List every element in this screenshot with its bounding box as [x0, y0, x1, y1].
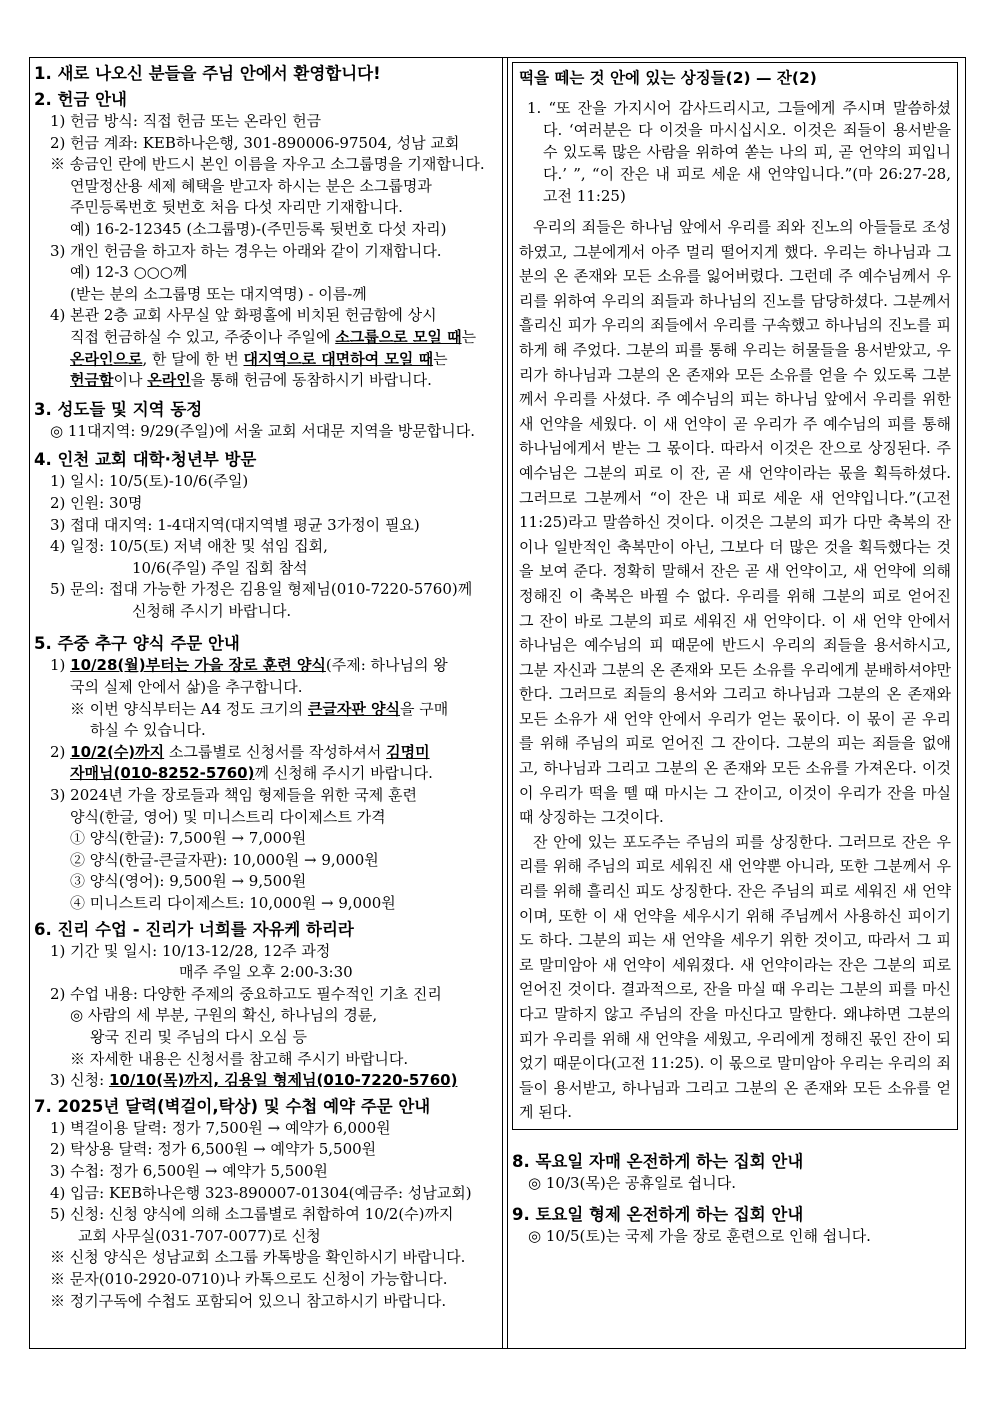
visit-contact-line: 신청해 주시기 바랍니다. — [132, 601, 292, 620]
pursuit-item-2-line: 자매님(010-8252-5760)께 신청해 주시기 바랍니다. — [70, 764, 433, 783]
offering-personal-format: (받는 분의 소그룹명 또는 대지역명) - 이름-께 — [70, 284, 367, 303]
offering-method: 1) 헌금 방식: 직접 헌금 또는 온라인 헌금 — [50, 112, 322, 130]
class-period: 1) 기간 및 일시: 10/13-12/28, 12주 과정 — [50, 941, 331, 960]
pursuit-note: ※ 이번 양식부터는 A4 정도 크기의 큰글자판 양식을 구매 — [70, 699, 449, 718]
pursuit-note-line: 하실 수 있습니다. — [90, 721, 206, 740]
order-note-2: ※ 문자(010-2920-0710)나 카톡으로도 신청이 가능합니다. — [50, 1269, 448, 1288]
offering-account: 2) 헌금 계좌: KEB하나은행, 301-890006-97504, 성남 교회 — [50, 133, 460, 152]
price-1: ① 양식(한글): 7,500원 → 7,000원 — [70, 829, 307, 848]
column-divider — [502, 57, 503, 1349]
body-paragraph: 잔 안에 있는 포도주는 주님의 피를 상징한다. 그러므로 잔은 우리를 위해 주님의 피로 세워진 새 언약뿐 아니라, 또한 그분께서 우리를 위해 흘리신 피도 상징한다. 잔은 주님의 피로 세워진 새 언약이며, 또한 이 새 언약을 세우시기 위해 주님께서 사용하신 피이기도 하다. 그분의 피는 새 언약을 세우기 위한 것이고, 따라서 그 피로 말미암아 새 언약이 세워졌다. 새 언약이라는 잔은 그분의 피로 얻어진 것이다. 결과적으로, 잔을 마실 때 우리는 그분의 피를 마신다고 말하지 않고 주님의 잔을 마신다고 말한다. 왜냐하면 그분의 피가 우리를 위해 새 언약을 세웠고, 우리에게 정해진 몫인 잔이 되었기 때문이다(고전 11:25). 이 몫으로 말미암아 우리는 우리의 죄들이 용서받고, 하나님과 그리고 그분의 온 존재와 모든 소유를 얻게 된다. — [519, 832, 951, 1122]
planner: 3) 수첩: 정가 6,500원 → 예약가 5,500원 — [50, 1161, 328, 1180]
price-2: ② 양식(한글-큰글자판): 10,000원 → 9,000원 — [70, 850, 379, 869]
pursuit-item-3: 3) 2024년 가을 장로들과 책임 형제들을 위한 국제 훈련 — [50, 786, 418, 805]
order-note-3: ※ 정기구독에 수첩도 포함되어 있으니 참고하시기 바랍니다. — [50, 1291, 447, 1310]
body-paragraph: 우리의 죄들은 하나님 앞에서 우리를 죄와 진노의 아들들로 조성하였고, 그분에게서 아주 멀리 떨어지게 했다. 우리는 하나님과 그분의 온 존재와 모든 소유를 잃어버렸다. 그런데 주 예수님께서 우리를 위하여 우리의 죄들과 하나님의 진노를 담당하셨다. 그분께서 흘리신 피가 우리의 죄들에서 우리를 구속했고 하나님의 진노를 피하게 해 주었다. 그분의 피를 통해 우리는 허물들을 용서받았고, 우리가 하나님과 그분의 온 존재와 모든 소유를 얻을 수 있도록 그분께서 우리를 사셨다. 주 예수님의 피는 하나님 앞에서 우리를 위한 새 언약을 세웠다. 이 새 언약이 곧 우리가 주 예수님의 피를 통해 하나님에게서 받는 그 몫이다. 따라서 이것은 잔으로 상징된다. 주 예수님은 그분의 피로 이 잔, 곧 새 언약이라는 몫을 획득하셨다. 그러므로 그분께서 “이 잔은 내 피로 세운 새 언약입니다.”(고전 11:25)라고 말씀하신 것이다. 이것은 그분의 피가 다만 축복의 잔이나 일반적인 축복만이 아닌, 그보다 더 많은 것을 획득했다는 것을 보여 준다. 정확히 말해서 잔은 곧 새 언약이고, 새 언약에 의해 정해진 이 축복은 바뀔 수 없다. 우리를 위해 그분의 피로 얻어진 그 잔이 바로 그분의 피로 세워진 새 언약이다. 이 새 언약 안에서 하나님은 예수님의 피 때문에 반드시 우리의 죄들을 용서하시고, 그분 자신과 그분의 온 존재와 모든 소유를 우리에게 분배하셔야만 한다. 그러므로 죄들의 용서와 그리고 하나님과 그분의 온 존재와 모든 소유가 새 언약 안에서 우리가 얻는 몫이다. 이 몫이 곧 우리를 위해 주님의 피로 얻어진 그 잔이다. 그분의 피는 죄들을 없애고, 하나님과 그리고 그분의 온 존재와 모든 소유를 가져온다. 이것이 우리가 떡을 뗄 때 마시는 그 잔이고, 이것이 우리가 잔을 마실 때 상징하는 그것이다. — [519, 218, 951, 827]
column-divider — [507, 57, 508, 1349]
left-column — [34, 62, 496, 1312]
calendar-desk: 2) 탁상용 달력: 정가 6,500원 → 예약가 5,500원 — [50, 1140, 377, 1159]
section-5-title: 5. 주중 추구 양식 주문 안내 — [34, 634, 240, 654]
offering-box-line: 직접 헌금하실 수 있고, 주중이나 주일에 소그룹으로 모일 때는 — [70, 327, 477, 346]
order-note-1: ※ 신청 양식은 성남교회 소그룹 카톡방을 확인하시기 바랍니다. — [50, 1248, 466, 1267]
section-1-title: 1. 새로 나오신 분들을 주님 안에서 환영합니다! — [34, 64, 381, 83]
sisters-meeting-note: ◎ 10/3(목)은 공휴일로 쉽니다. — [528, 1173, 736, 1192]
offering-personal-example: 예) 12-3 ○○○께 — [70, 263, 188, 282]
class-time: 매주 주일 오후 2:00-3:30 — [179, 963, 353, 982]
symbols-box — [512, 62, 958, 1130]
section-7-title: 7. 2025년 달력(벽걸이,탁상) 및 수첩 예약 주문 안내 — [34, 1096, 431, 1116]
offering-box-line: 헌금함이나 온라인을 통해 헌금에 동참하시기 바랍니다. — [70, 371, 432, 390]
order-apply: 5) 신청: 신청 양식에 의해 소그룹별로 취합하여 10/2(수)까지 — [50, 1205, 454, 1224]
class-topics-line: 왕국 진리 및 주님의 다시 오심 등 — [90, 1027, 307, 1046]
payment: 4) 입금: KEB하나은행 323-890007-01304(예금주: 성남교회) — [50, 1183, 472, 1202]
visit-schedule: 4) 일정: 10/5(토) 저녁 애찬 및 섞임 집회, — [50, 537, 328, 556]
section-9-title: 9. 토요일 형제 온전하게 하는 집회 안내 — [512, 1204, 804, 1224]
calendar-wall: 1) 벽걸이용 달력: 정가 7,500원 → 예약가 6,000원 — [50, 1118, 391, 1137]
class-topics: ◎ 사람의 세 부분, 구원의 확신, 하나님의 경륜, — [70, 1006, 378, 1025]
section-4-title: 4. 인천 교회 대학·청년부 방문 — [34, 450, 257, 470]
visit-contact: 5) 문의: 접대 가능한 가정은 김용일 형제님(010-7220-5760)께 — [50, 580, 473, 599]
section-8-title: 8. 목요일 자매 온전하게 하는 집회 안내 — [512, 1151, 804, 1171]
offering-personal: 3) 개인 헌금을 하고자 하는 경우는 아래와 같이 기재합니다. — [50, 241, 442, 260]
right-column — [512, 62, 960, 1247]
visit-date: 1) 일시: 10/5(토)-10/6(주일) — [50, 472, 249, 491]
class-note: ※ 자세한 내용은 신청서를 참고해 주시기 바랍니다. — [70, 1049, 409, 1068]
region-news: ◎ 11대지역: 9/29(주일)에 서울 교회 서대문 지역을 방문합니다. — [50, 421, 476, 440]
pursuit-item-1: 1) 10/28(월)부터는 가을 장로 훈련 양식(주제: 하나님의 왕 — [50, 656, 448, 675]
pursuit-item-2: 2) 10/2(수)까지 소그룹별로 신청서를 작성하셔서 김명미 — [50, 742, 430, 761]
offering-box: 4) 본관 2층 교회 사무실 앞 화평홀에 비치된 헌금함에 상시 — [50, 306, 437, 325]
section-6-title: 6. 진리 수업 - 진리가 너희를 자유케 하리라 — [34, 919, 354, 939]
offering-box-line: 온라인으로, 한 달에 한 번 대지역으로 대면하여 모일 때는 — [70, 349, 448, 368]
brothers-meeting-note: ◎ 10/5(토)는 국제 가을 장로 훈련으로 인해 쉽니다. — [528, 1226, 871, 1245]
box-title: 떡을 떼는 것 안에 있는 상징들(2) — 잔(2) — [519, 69, 817, 87]
order-apply-line: 교회 사무실(031-707-0077)로 신청 — [78, 1226, 321, 1245]
price-3: ③ 양식(영어): 9,500원 → 9,500원 — [70, 872, 307, 891]
class-apply: 3) 신청: 10/10(목)까지, 김용일 형제님(010-7220-5760) — [50, 1071, 458, 1090]
visit-schedule-line: 10/6(주일) 주일 집회 참석 — [132, 558, 308, 577]
class-content: 2) 수업 내용: 다양한 주제의 중요하고도 필수적인 기초 진리 — [50, 984, 442, 1003]
section-2-title: 2. 헌금 안내 — [34, 90, 127, 109]
offering-note-line: 주민등록번호 뒷번호 처음 다섯 자리만 기재합니다. — [70, 198, 403, 217]
offering-note: ※ 송금인 란에 반드시 본인 이름을 자우고 소그룹명을 기재합니다. — [50, 155, 485, 174]
scripture-quote: 1. “또 잔을 가지시어 감사드리시고, 그들에게 주시며 말씀하셨다. ‘여러분은 다 이것을 마시십시오. 이것은 죄들이 용서받을 수 있도록 많은 사람을 위하여 쏟는 나의 피, 곧 언약의 피입니다.’ ”, “이 잔은 내 피로 세운 새 언약입니다.”(마 26:27-28, 고전 11:25) — [527, 99, 951, 205]
visit-host: 3) 접대 대지역: 1-4대지역(대지역별 평균 3가정이 필요) — [50, 515, 420, 534]
offering-note-line: 연말정산용 세제 혜택을 받고자 하시는 분은 소그룹명과 — [70, 176, 432, 195]
visit-people: 2) 인원: 30명 — [50, 493, 143, 512]
pursuit-item-3-line: 양식(한글, 영어) 및 미니스트리 다이제스트 가격 — [70, 807, 386, 826]
offering-example: 예) 16-2-12345 (소그룹명)-(주민등록 뒷번호 다섯 자리) — [70, 219, 447, 238]
section-3-title: 3. 성도들 및 지역 동정 — [34, 399, 203, 419]
pursuit-item-1-line: 국의 실제 안에서 삶)을 추구합니다. — [70, 678, 303, 697]
price-4: ④ 미니스트리 다이제스트: 10,000원 → 9,000원 — [70, 894, 396, 912]
